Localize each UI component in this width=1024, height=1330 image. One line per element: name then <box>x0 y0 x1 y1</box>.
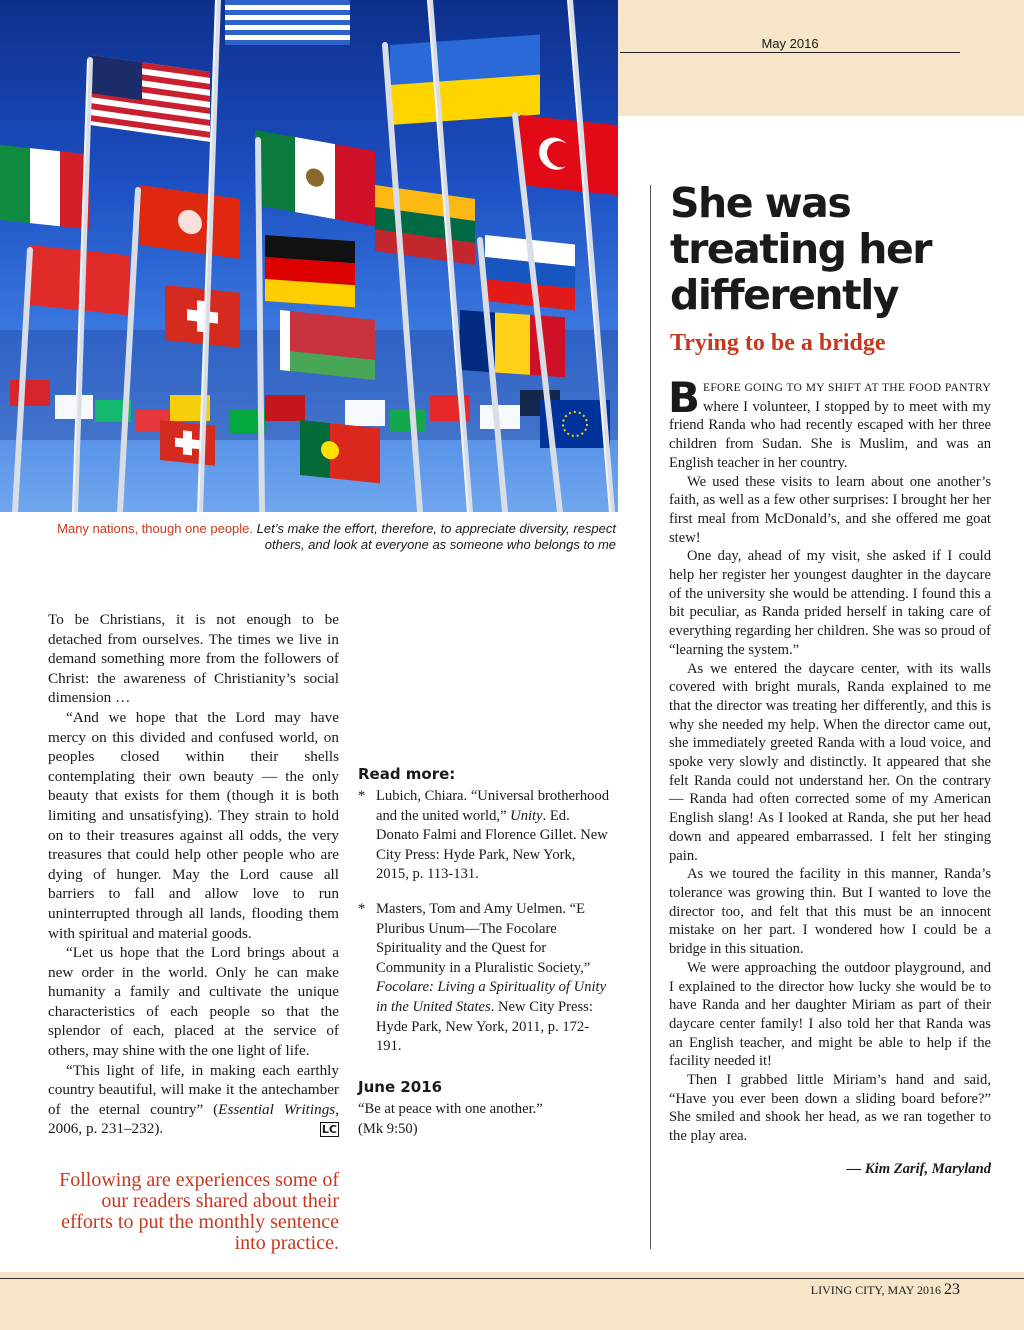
monthly-sentence-citation: (Mk 9:50) <box>358 1120 418 1137</box>
reference-text: Lubich, Chiara. “Universal brotherhood and the united world,” <box>376 788 610 824</box>
article-paragraph: Then I grabbed little Miriam’s hand and said, “Have you ever been down a sliding board before?” She smiled and shook her head, as we ran together to the play area. <box>669 1072 991 1145</box>
commentary-paragraph: “And we hope that the Lord may have mercy on this divided and confused world, on peoples closed within their shells contemplating their own beauty — the only beauty that exists for them (though it is both limiting and unsatisfying). They strain to hold on to their treasures against all odds, the very treasures that could help other people who are dying of hunger. May the Lord cause all barriers to fall and allow love to run uninterrupted through all lands, flooding them with spiritual and material goods. <box>48 708 339 942</box>
pull-quote: Following are experiences some of our readers shared about their efforts to put the monthly sentence into practice. <box>59 1169 339 1254</box>
opening-smallcaps: EFORE GOING TO MY SHIFT AT THE FOOD PANTRY <box>703 382 991 394</box>
reference-item <box>358 900 610 1057</box>
flags-illustration <box>0 0 618 512</box>
commentary-paragraph: “Let us hope that the Lord brings about a new order in the world. Only he can make humanity a family and cultivate the unique characteristics of each people so that the splendor of each, placed at the service of others, may shine with the one light of life. <box>48 944 339 1060</box>
article-paragraph: We used these visits to learn about one another’s faith, as well as a few other surprises: I brought her her first meal from McDonald’s, and she offered me goat stew! <box>669 473 991 546</box>
page-footer <box>700 1281 960 1299</box>
opening-text: where I volunteer, I stopped by to meet with my friend Randa who had recently escaped with her three children from Sudan. She is Muslim, and was an English teacher in her country. <box>669 398 991 471</box>
quote-citation: 2006, p. 231–232). <box>48 1120 164 1138</box>
column-divider <box>650 185 651 1249</box>
article-subhead: Trying to be a bridge <box>670 330 886 356</box>
monthly-sentence-verse: “Be at peace with one another.” <box>358 1101 543 1117</box>
photo-caption <box>40 521 616 553</box>
reference-title: Focolare: Living a Spirituality of Unity in the United States <box>376 979 607 1015</box>
living-city-logo: LC <box>321 1123 337 1137</box>
page-number: 23 <box>944 1281 960 1298</box>
article-paragraph <box>668 373 991 473</box>
drop-cap: B <box>668 373 701 422</box>
commentary-paragraph: To be Christians, it is not enough to be detached from ourselves. The times we live in demand something more from the followers of Christ: the awareness of Christianity’s social dimension … <box>48 611 339 707</box>
reference-title: Unity <box>510 807 543 824</box>
reference-text: Masters, Tom and Amy Uelmen. “E Pluribus Unum—The Focolare Spirituality and the Quest for Community in a Pluralistic Society,” <box>376 900 591 976</box>
commentary-body <box>48 610 339 1139</box>
bullet-asterisk: * <box>358 900 366 917</box>
article-body <box>668 373 991 1146</box>
article-paragraph: One day, ahead of my visit, she asked if I could help her register her youngest daughter in the daycare of the university she would be attending. I found this a bit peculiar, as Randa prided herself in taking care of everything regarding her children. She was so proud of “learning the system.” <box>669 548 991 658</box>
quote-text: “This light of life, in making each earthly country beautiful, will make it the antechamber of the eternal country” ( <box>48 1061 339 1118</box>
read-more-heading: Read more: <box>358 765 456 783</box>
caption-text: Let’s make the effort, therefore, to appreciate diversity, respect others, and look at everyone as someone who belongs to me <box>253 521 616 552</box>
commentary-paragraph <box>48 1061 339 1139</box>
article-paragraph: We were approaching the outdoor playground, and I explained to the director how lucky she would be to have Randa and her daughter Miriam as part of their daycare center family! I also told her that Randa was an English teacher, and might be able to help if the facility needed it! <box>669 959 991 1070</box>
article-byline: — Kim Zarif, Maryland <box>846 1161 991 1177</box>
publication-name: LIVING CITY, MAY 2016 <box>810 1283 941 1297</box>
reference-text: . New City Press: Hyde Park, New York, 2011, p. 172-191. <box>376 998 593 1055</box>
header-band <box>618 0 1024 116</box>
article-paragraph: As we toured the facility in this manner, Randa’s tolerance was growing thin. But I wanted to love the director too, and felt that this must be an innocent mistake on her part. I wondered how I could be a bridge in this situation. <box>669 866 991 958</box>
monthly-sentence-box <box>358 1078 610 1139</box>
article-paragraph: As we entered the daycare center, with its walls covered with bright murals, Randa explained to me that the director was treating her differently, and this is why she needed my help. When the director came out, she immediately greeted Randa with a loud voice, and spoke very slowly and distinctly. It appeared that she felt Randa could not understand her. On the contrary — Randa had often corrected some of my American English slang! As I looked at Randa, she put her head down and appeared embarrassed. I felt her stinging pain. <box>669 660 991 864</box>
reference-item <box>358 787 610 885</box>
caption-lead: Many nations, though one people. <box>57 521 254 536</box>
article-headline: She was treating her differently <box>670 179 931 319</box>
flags-photo <box>0 0 618 512</box>
monthly-sentence-heading: June 2016 <box>358 1078 443 1096</box>
footer-rule <box>0 1278 1024 1279</box>
reference-text: . Ed. Donato Falmi and Florence Gillet. New City Press: Hyde Park, New York, 2015, p. 113-131. <box>376 807 608 883</box>
bullet-asterisk: * <box>358 788 366 804</box>
read-more-box <box>358 765 610 1072</box>
issue-date: May 2016 <box>620 36 960 53</box>
book-title: Essential Writings, <box>218 1100 339 1118</box>
